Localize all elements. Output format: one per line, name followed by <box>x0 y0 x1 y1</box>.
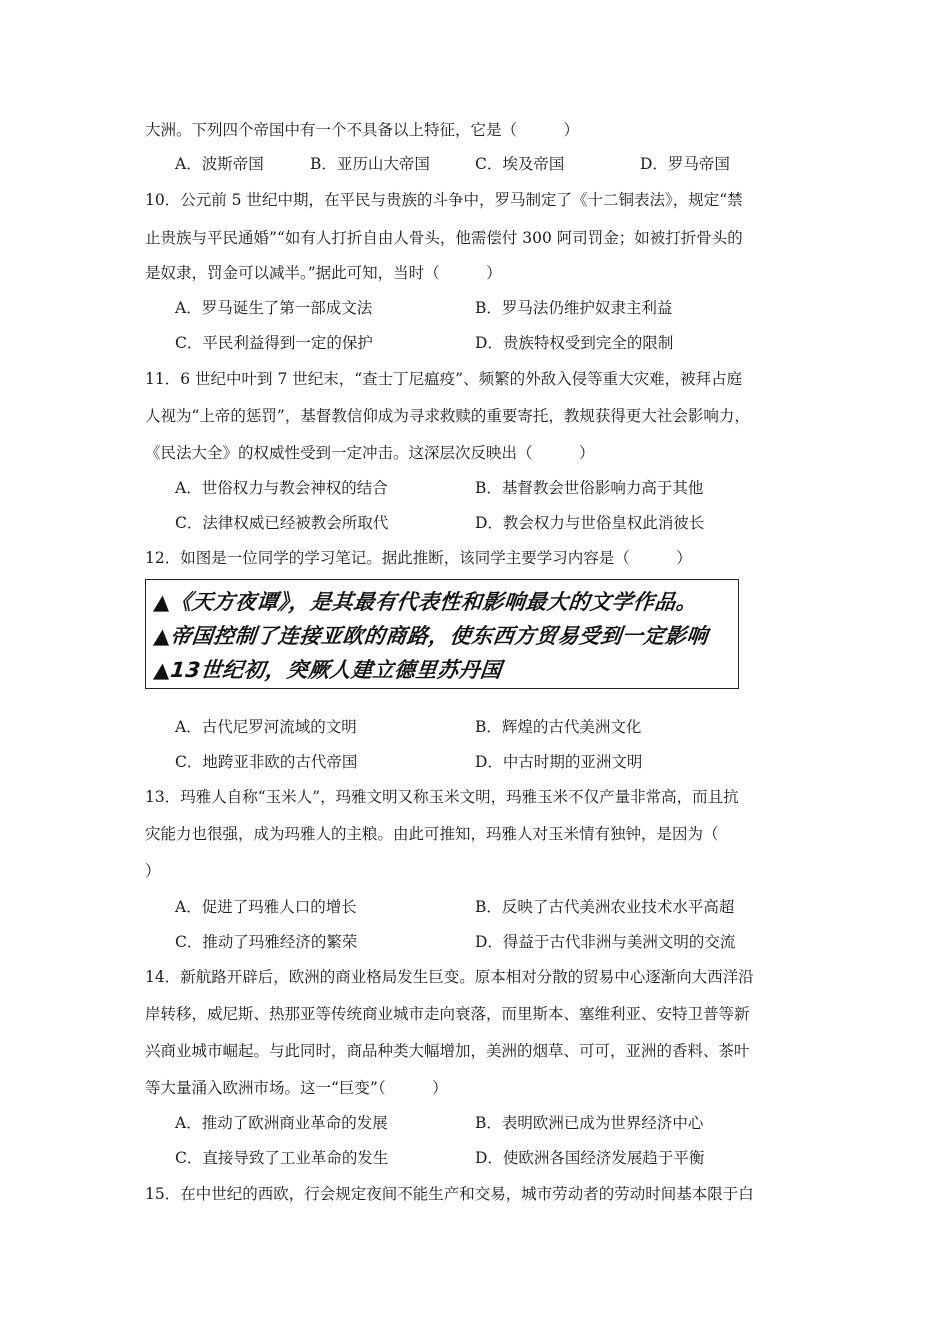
q13-option-c: C．推动了玛雅经济的繁荣 <box>175 933 358 951</box>
q11-option-a: A．世俗权力与教会神权的结合 <box>175 479 388 497</box>
q10-stem-line-1: 10．公元前 5 世纪中期，在平民与贵族的斗争中，罗马制定了《十二铜表法》，规定“禁 <box>145 191 743 209</box>
q12-option-d: D．中古时期的亚洲文明 <box>475 753 643 771</box>
q13-stem-line-3: ） <box>145 862 161 880</box>
q10-option-d: D．贵族特权受到完全的限制 <box>475 334 674 352</box>
q11-option-b: B．基督教会世俗影响力高于其他 <box>475 479 704 497</box>
q15-stem-line-1: 15．在中世纪的西欧，行会规定夜间不能生产和交易，城市劳动者的劳动时间基本限于白 <box>145 1185 754 1203</box>
q14-option-d: D．使欧洲各国经济发展趋于平衡 <box>475 1149 705 1167</box>
q9-option-a: A．波斯帝国 <box>175 155 264 173</box>
q9-option-d: D．罗马帝国 <box>640 155 730 173</box>
q14-stem-line-2: 岸转移，威尼斯、热那亚等传统商业城市走向衰落，而里斯本、塞维利亚、安特卫普等新 <box>145 1005 750 1023</box>
q12-option-a: A．古代尼罗河流域的文明 <box>175 718 357 736</box>
q14-option-b: B．表明欧洲已成为世界经济中心 <box>475 1114 704 1132</box>
note-line-3: ▲13世纪初，突厥人建立德里苏丹国 <box>152 658 504 682</box>
q11-stem-line-3: 《民法大全》的权威性受到一定冲击。这深层次反映出（ ） <box>145 444 595 462</box>
q14-stem-line-3: 兴商业城市崛起。与此同时，商品种类大幅增加，美洲的烟草、可可，亚洲的香料、茶叶 <box>145 1042 750 1060</box>
q12-stem: 12．如图是一位同学的学习笔记。据此推断，该同学主要学习内容是（ ） <box>145 549 692 567</box>
q13-option-a: A．促进了玛雅人口的增长 <box>175 898 357 916</box>
q11-stem-line-1: 11．6 世纪中叶到 7 世纪末，“查士丁尼瘟疫”、频繁的外敌入侵等重大灾难，被拜占庭 <box>145 370 743 388</box>
q10-option-b: B．罗马法仍维护奴隶主利益 <box>475 299 673 317</box>
q14-option-c: C．直接导致了工业革命的发生 <box>175 1149 389 1167</box>
q10-stem-line-2: 止贵族与平民通婚”“如有人打折自由人骨头，他需偿付 300 阿司罚金；如被打折骨头的 <box>145 229 743 247</box>
q13-stem-line-1: 13．玛雅人自称“玉米人”，玛雅文明又称玉米文明，玛雅玉米不仅产量非常高，而且抗 <box>145 788 739 806</box>
q9-option-c: C．埃及帝国 <box>475 155 565 173</box>
q12-option-b: B．辉煌的古代美洲文化 <box>475 718 642 736</box>
note-line-1: ▲《天方夜谭》，是其最有代表性和影响最大的文学作品。 <box>152 590 699 614</box>
note-line-2: ▲帝国控制了连接亚欧的商路，使东西方贸易受到一定影响 <box>152 624 710 648</box>
q9-option-b: B．亚历山大帝国 <box>310 155 430 173</box>
q14-stem-line-1: 14．新航路开辟后，欧洲的商业格局发生巨变。原本相对分散的贸易中心逐渐向大西洋沿 <box>145 968 754 986</box>
q11-stem-line-2: 人视为“上帝的惩罚”，基督教信仰成为寻求救赎的重要寄托，教规获得更大社会影响力， <box>145 407 750 425</box>
q10-option-a: A．罗马诞生了第一部成文法 <box>175 299 373 317</box>
q14-option-a: A．推动了欧洲商业革命的发展 <box>175 1114 388 1132</box>
handwritten-notes-image <box>145 579 739 689</box>
q10-stem-line-3: 是奴隶，罚金可以减半。”据此可知，当时（ ） <box>145 264 502 282</box>
q13-option-b: B．反映了古代美洲农业技术水平高超 <box>475 898 735 916</box>
q11-option-c: C．法律权威已经被教会所取代 <box>175 514 389 532</box>
q9-stem-tail: 大洲。下列四个帝国中有一个不具备以上特征，它是（ ） <box>145 121 580 139</box>
q13-option-d: D．得益于古代非洲与美洲文明的交流 <box>475 933 736 951</box>
q14-stem-line-4: 等大量涌入欧洲市场。这一“巨变”（ ） <box>145 1079 448 1097</box>
q12-option-c: C．地跨亚非欧的古代帝国 <box>175 753 358 771</box>
q13-stem-line-2: 灾能力也很强，成为玛雅人的主粮。由此可推知，玛雅人对玉米情有独钟，是因为（ <box>145 825 719 843</box>
q11-option-d: D．教会权力与世俗皇权此消彼长 <box>475 514 705 532</box>
q10-option-c: C．平民利益得到一定的保护 <box>175 334 373 352</box>
